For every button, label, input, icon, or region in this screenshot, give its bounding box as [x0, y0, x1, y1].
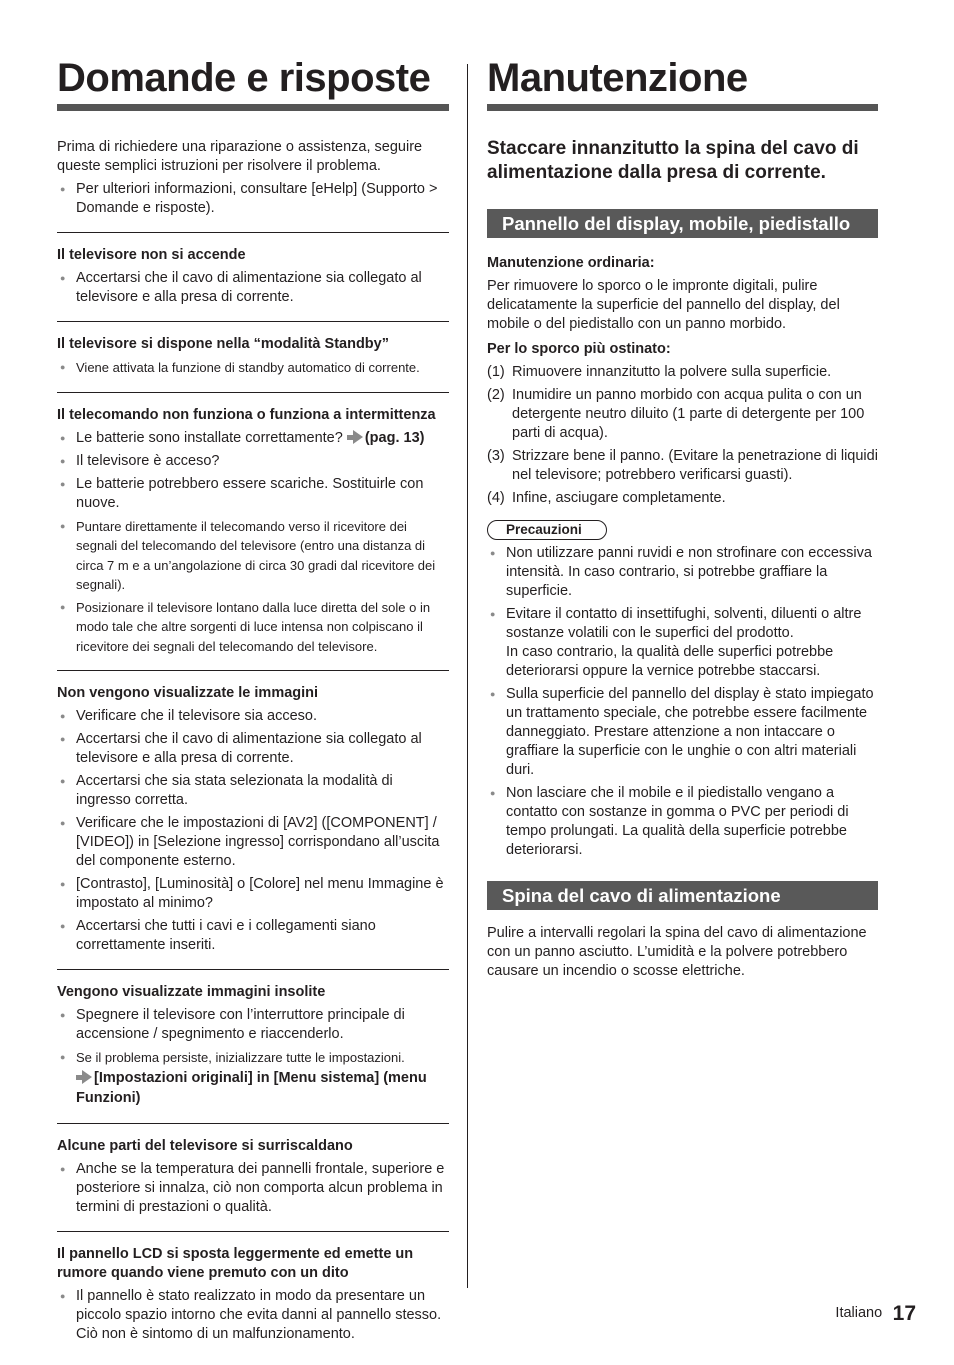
step-text: Rimuovere innanzitutto la polvere sulla superficie.	[512, 364, 832, 380]
section-title: Il pannello LCD si sposta leggermente ed emette un rumore quando viene premuto con un dito	[57, 1245, 414, 1281]
section-title: Il telecomando non funziona o funziona a intermittenza	[57, 406, 436, 423]
list-item-extra: In caso contrario, la qualità delle superfici potrebbe deteriorarsi oppure la vernice potrebbe staccarsi.	[506, 644, 834, 679]
step-number: (4)	[487, 490, 505, 506]
step-item	[487, 386, 878, 443]
menu-reference: [Impostazioni originali] in [Menu sistema] (menu Funzioni)	[76, 1069, 427, 1106]
step-text: Infine, asciugare completamente.	[512, 490, 726, 506]
paragraph-plug: Pulire a intervalli regolari la spina del cavo di alimentazione con un panno asciutto. L’umidità e la polvere potrebbero causare un incendio o scosse elettriche.	[487, 925, 867, 979]
paragraph-ordinary: Per rimuovere lo sporco o le impronte digitali, pulire delicatamente la superficie del pannello del display, del mobile o del piedistallo con un panno morbido.	[487, 278, 840, 332]
list-item: ● Accertarsi che sia stata selezionata la modalità di ingresso corretta.	[57, 772, 449, 810]
section-list	[57, 429, 449, 657]
section-title: Il televisore si dispone nella “modalità Standby”	[57, 336, 389, 352]
list-item: ● Verificare che il televisore sia acceso.	[57, 707, 449, 726]
step-text: Inumidire un panno morbido con acqua pulita o con un detergente neutro diluito (1 parte di detergente per 100 parti di acqua).	[512, 387, 865, 441]
intro-list	[57, 180, 449, 218]
subheading-stubborn: Per lo sporco più ostinato:	[487, 341, 671, 357]
list-item: ● Viene attivata la funzione di standby automatico di corrente.	[57, 358, 449, 378]
faq-section-unusual-picture	[57, 969, 449, 1109]
step-item	[487, 363, 878, 382]
list-item: ● Accertarsi che il cavo di alimentazione sia collegato al televisore e alla presa di corrente.	[57, 730, 449, 768]
list-item: ● Per ulteriori informazioni, consultare [eHelp] (Supporto > Domande e risposte).	[57, 180, 449, 218]
list-item	[57, 1048, 449, 1109]
list-item: ● Verificare che le impostazioni di [AV2] ([COMPONENT] / [VIDEO]) in [Selezione ingresso] corrispondano all’uscita del componente esterno.	[57, 814, 449, 871]
faq-intro: Prima di richiedere una riparazione o assistenza, seguire queste semplici istruzioni per risolvere il problema.	[57, 139, 423, 174]
faq-section-lcd-noise	[57, 1231, 449, 1344]
language-label: Italiano	[835, 1305, 883, 1321]
list-item	[487, 605, 878, 681]
list-item: ● Il televisore è acceso?	[57, 452, 449, 471]
section-title: Non vengono visualizzate le immagini	[57, 685, 319, 701]
list-item: ● Non utilizzare panni ruvidi e non strofinare con eccessiva intensità. In caso contrario, si potrebbe graffiare la superficie.	[487, 544, 878, 601]
list-item: ● Le batterie potrebbero essere scariche. Sostituirle con nuove.	[57, 475, 449, 513]
column-divider	[467, 64, 468, 1288]
list-item: ● Il pannello è stato realizzato in modo da presentare un piccolo spazio intorno che evita danni al pannello stesso. Ciò non è sintomo di un malfunzionamento.	[57, 1287, 449, 1344]
maintenance-lead: Staccare innanzitutto la spina del cavo di alimentazione dalla presa di corrente.	[487, 138, 859, 183]
list-item-text: Le batterie sono installate correttamente?	[76, 429, 343, 446]
step-number: (1)	[487, 364, 505, 380]
step-item	[487, 447, 878, 485]
maintenance-column	[487, 56, 878, 981]
faq-section-no-power	[57, 232, 449, 307]
step-text: Strizzare bene il panno. (Evitare la penetrazione di liquidi nel televisore; potrebbero verificarsi guasti).	[512, 448, 878, 483]
subheading-ordinary: Manutenzione ordinaria:	[487, 255, 655, 271]
precautions-list	[487, 544, 878, 860]
list-item-text: Evitare il contatto di insettifughi, solventi, diluenti o altre sostanze volatili con le superfici del prodotto.	[506, 606, 862, 641]
section-list	[57, 707, 449, 955]
steps-list	[487, 363, 878, 508]
faq-section-overheat	[57, 1123, 449, 1217]
section-title: Vengono visualizzate immagini insolite	[57, 984, 326, 1000]
section-list	[57, 1006, 449, 1109]
section-title: Il televisore non si accende	[57, 247, 246, 263]
list-item: ● Anche se la temperatura dei pannelli frontale, superiore e posteriore si innalza, ciò non comporta alcun problema in termini di prestazioni o qualità.	[57, 1160, 449, 1217]
section-list	[57, 269, 449, 307]
section-title: Alcune parti del televisore si surriscaldano	[57, 1137, 353, 1154]
section-bar-plug: Spina del cavo di alimentazione	[487, 881, 878, 910]
faq-section-standby	[57, 321, 449, 378]
maintenance-title: Manutenzione	[487, 56, 878, 111]
faq-section-remote	[57, 392, 449, 657]
page-number: 17	[892, 1302, 916, 1325]
section-bar-display: Pannello del display, mobile, piedistallo	[487, 209, 878, 238]
list-item: ● Accertarsi che il cavo di alimentazione sia collegato al televisore e alla presa di corrente.	[57, 269, 449, 307]
list-item: ● Spegnere il televisore con l’interruttore principale di accensione / spegnimento e riaccenderlo.	[57, 1006, 449, 1044]
page-footer	[835, 1302, 916, 1326]
list-item	[57, 429, 449, 448]
step-number: (2)	[487, 387, 505, 403]
list-item: ● Accertarsi che tutti i cavi e i collegamenti siano correttamente inseriti.	[57, 917, 449, 955]
section-list	[57, 1160, 449, 1217]
faq-title: Domande e risposte	[57, 56, 449, 111]
list-item: ● Non lasciare che il mobile e il piedistallo vengano a contatto con sostanze in gomma o PVC per periodi di tempo prolungati. La qualità della superficie potrebbe deteriorarsi.	[487, 784, 878, 860]
list-item: ● Puntare direttamente il telecomando verso il ricevitore dei segnali del telecomando del televisore (entro una distanza di circa 7 m e a un’angolazione di circa 30 gradi dal ricevitore dei segnali).	[57, 517, 449, 595]
list-item: ● Sulla superficie del pannello del display è stato impiegato un trattamento speciale, che potrebbe essere facilmente danneggiato. Prestare attenzione a non intaccare o graffiare la superficie con le unghie o con altri materiali duri.	[487, 685, 878, 780]
faq-column	[57, 56, 449, 1348]
list-item: ● [Contrasto], [Luminosità] o [Colore] nel menu Immagine è impostato al minimo?	[57, 875, 449, 913]
section-list	[57, 358, 449, 378]
list-item: ● Posizionare il televisore lontano dalla luce diretta del sole o in modo tale che altre sorgenti di luce intensa non colpiscano il ricevitore dei segnali del telecomando del televisore.	[57, 598, 449, 657]
step-item	[487, 489, 878, 508]
faq-section-no-picture	[57, 670, 449, 955]
precautions-badge: Precauzioni	[487, 520, 607, 540]
section-list	[57, 1287, 449, 1344]
page-reference: (pag. 13)	[364, 429, 425, 446]
list-item-text: Se il problema persiste, inizializzare tutte le impostazioni.	[76, 1050, 405, 1065]
step-number: (3)	[487, 448, 505, 464]
